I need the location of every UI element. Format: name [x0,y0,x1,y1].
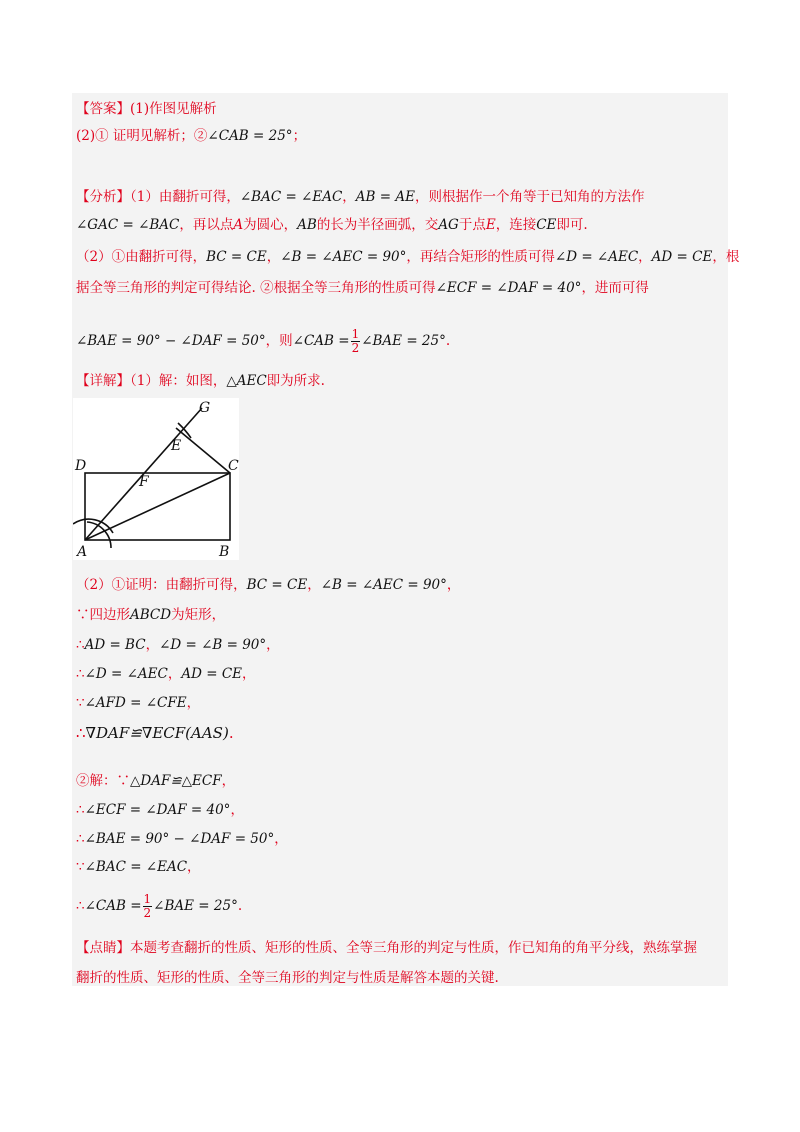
solve-math: ∠BAE = 25° [153,898,238,914]
analysis-text: ，连接 [495,217,537,233]
answer-part1: (1)作图见解析 [130,101,217,117]
analysis-text: 即可. [556,217,588,233]
segment-ac [85,473,230,540]
solve-text: . [237,898,243,914]
analysis-text: ，根 [712,249,740,265]
analysis-math: ∠BAE = 90° − ∠DAF = 50° [76,333,266,349]
geometry-figure-svg [73,398,239,560]
analysis-text: ， [266,249,281,265]
analysis-math: E [485,217,496,233]
proof-math: ∠B = ∠AEC = 90° [320,577,447,593]
proof-text: ， [446,577,461,593]
analysis-text: 于点 [458,217,486,233]
proof-text: ， [266,637,280,653]
proof-math: ∠D = ∠B = 90° [159,637,267,653]
proof-math: ∇DAF≌∇ECF(AAS) [85,724,229,742]
analysis-line-2 [76,216,588,234]
label-d: D [75,458,87,474]
comment-tag: 【点睛】 [76,940,130,956]
proof-text: （2）①证明：由翻折可得， [76,577,247,593]
answer-part2-math: ∠CAB = 25° [207,128,293,144]
proof-text: 四边形 [89,607,130,623]
proof-line-1 [76,576,460,594]
fraction-denominator: 2 [143,906,152,920]
proof-line-2 [76,606,225,624]
solve-math: ∠ECF = ∠DAF = 40° [84,802,231,818]
analysis-math: ∠D = ∠AEC [554,249,639,265]
analysis-math: BC = CE [206,249,267,265]
solve-line-4 [76,858,201,876]
label-a: A [77,544,88,560]
analysis-text: ， [342,189,356,205]
analysis-text: ， [638,249,652,265]
analysis-text: ，进而可得 [581,280,649,296]
because-symbol: ∵ [76,607,90,623]
proof-math: BC = CE [246,577,308,593]
answer-part2-end: ； [292,128,307,144]
analysis-text: . [445,333,451,349]
therefore-symbol: ∴ [76,724,86,742]
solve-line-3 [76,830,288,848]
because-symbol: ∵ [76,859,85,875]
analysis-text: ，则根据作一个角等于已知角的方法作 [414,189,645,205]
proof-line-5 [76,694,200,712]
analysis-line-5 [76,323,450,359]
geometry-figure [73,398,239,560]
analysis-math: ∠BAE = 25° [361,333,446,349]
solve-math: △DAF≌△ECF [130,773,222,789]
detail-text: （1）解：如图， [130,373,227,389]
answer-part2-text: (2)① 证明见解析；② [76,128,208,144]
proof-line-6 [76,724,234,742]
fraction-numerator: 1 [351,327,360,341]
answer-line-2 [76,127,306,145]
comment-text-2: 翻折的性质、矩形的性质、全等三角形的判定与性质是解答本题的关键. [76,970,499,986]
analysis-math: ∠BAC = ∠EAC [239,189,343,205]
proof-text: ， [145,637,160,653]
solve-text: ， [230,802,244,818]
analysis-text: 据全等三角形的判定可得结论. ②根据全等三角形的性质可得 [76,280,436,296]
analysis-math: ∠CAB = [292,333,350,349]
therefore-symbol: ∴ [76,831,85,847]
analysis-math: CE [536,217,557,233]
analysis-text: ，则 [265,333,293,349]
label-e: E [171,438,182,454]
fraction-one-half [143,893,153,920]
therefore-symbol: ∴ [76,637,85,653]
because-symbol: ∵ [76,695,85,711]
therefore-symbol: ∴ [76,666,85,682]
proof-math: AD = BC [84,637,146,653]
analysis-line-3 [76,248,739,266]
analysis-math: ∠B = ∠AEC = 90° [280,249,407,265]
comment-line-1 [76,939,697,957]
analysis-text: ，再结合矩形的性质可得 [406,249,555,265]
proof-text: ， [167,666,182,682]
solve-math: ∠BAE = 90° − ∠DAF = 50° [84,831,275,847]
analysis-math: ∠GAC = ∠BAC [76,217,180,233]
comment-text-1: 本题考查翻折的性质、矩形的性质、全等三角形的判定与性质，作已知角的角平分线，熟练掌握 [130,940,697,956]
label-g: G [199,400,211,416]
analysis-tag: 【分析】 [76,189,130,205]
solve-text: ， [274,831,288,847]
proof-text: ， [242,666,256,682]
fraction-denominator: 2 [351,341,360,355]
therefore-symbol: ∴ [76,898,85,914]
detail-tag: 【详解】 [76,373,130,389]
analysis-text: （2）①由翻折可得， [76,249,207,265]
proof-line-4 [76,665,256,683]
analysis-math: AG [438,217,459,233]
analysis-math: AB = AE [355,189,415,205]
analysis-math: AB [297,217,317,233]
proof-line-3 [76,636,280,654]
proof-text: ， [307,577,321,593]
analysis-math: A [233,217,244,233]
solve-text: ， [187,859,201,875]
solve-line-5 [76,888,242,924]
therefore-symbol: ∴ [76,802,85,818]
detail-line-1 [76,372,325,390]
label-c: C [228,458,239,474]
fraction-one-half [351,328,361,355]
solve-line-1 [76,772,235,790]
analysis-line-1 [76,188,644,206]
segment-ec [176,428,230,473]
proof-text: 为矩形， [171,607,226,623]
solve-math: ∠BAC = ∠EAC [84,859,188,875]
solve-line-2 [76,801,244,819]
proof-math: AD = CE [181,666,243,682]
analysis-text: 为圆心， [243,217,298,233]
solve-text: ②解： [76,773,117,789]
analysis-line-4 [76,279,649,297]
analysis-text: 的长为半径画弧，交 [316,217,439,233]
solve-math: ∠CAB = [84,898,142,914]
proof-math: ∠AFD = ∠CFE [84,695,187,711]
proof-text: . [228,724,234,742]
label-f: F [139,474,149,490]
fraction-numerator: 1 [143,892,152,906]
solve-text: ， [221,773,236,789]
proof-text: ， [186,695,201,711]
analysis-text: ，再以点 [179,217,234,233]
because-symbol: ∵ [116,773,130,789]
proof-math: ABCD [130,607,172,623]
analysis-text: （1）由翻折可得， [130,189,240,205]
detail-text: 即为所求. [266,373,325,389]
label-b: B [219,544,230,560]
analysis-math: ∠ECF = ∠DAF = 40° [435,280,582,296]
answer-tag: 【答案】 [76,101,130,117]
proof-math: ∠D = ∠AEC [84,666,168,682]
analysis-math: AD = CE [651,249,713,265]
detail-math: △AEC [226,373,267,389]
answer-line-1 [76,100,217,118]
comment-line-2 [76,969,499,987]
